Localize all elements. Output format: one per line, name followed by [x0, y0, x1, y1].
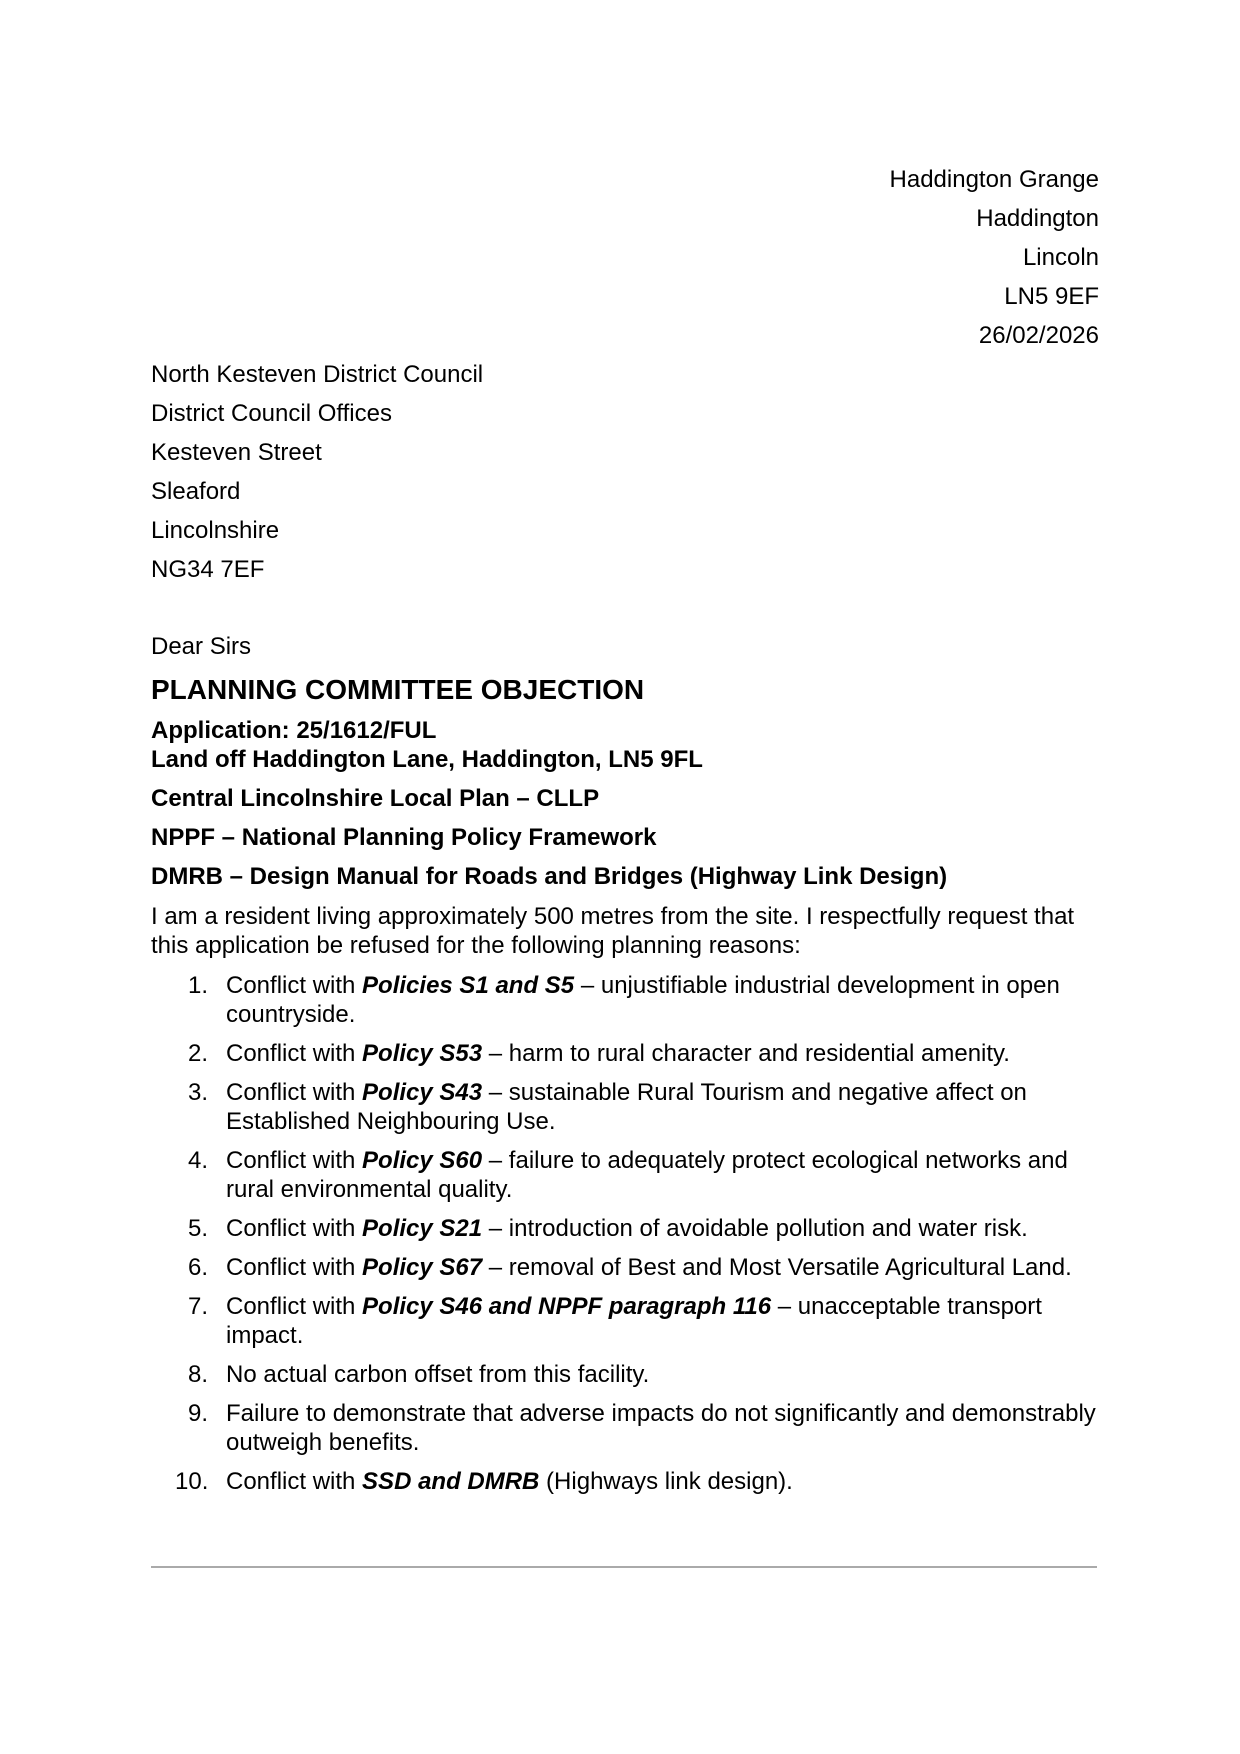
intro-paragraph: I am a resident living approximately 500 metres from the site. I respectfully request that this application be refused for the following planning reasons:	[151, 903, 1075, 959]
reference-block	[151, 716, 1111, 891]
list-item: 7. Conflict with Policy S46 and NPPF paragraph 116 – unacceptable transport impact.	[151, 1292, 1111, 1350]
recipient-address-line: NG34 7EF	[151, 556, 265, 583]
policy-reference: Policy S60	[362, 1147, 483, 1174]
nppf-reference: NPPF – National Planning Policy Framework	[151, 824, 657, 851]
policy-reference: Policies S1 and S5	[362, 972, 575, 999]
list-item-number: 3.	[188, 1079, 209, 1106]
list-item: 5. Conflict with Policy S21 – introduction of avoidable pollution and water risk.	[151, 1214, 1111, 1243]
list-item-number: 2.	[188, 1040, 209, 1067]
sender-address-line: Lincoln	[1022, 244, 1099, 271]
reasons-list	[151, 971, 1111, 1506]
list-item: 10. Conflict with SSD and DMRB (Highways link design).	[151, 1467, 1111, 1496]
recipient-address	[151, 355, 483, 589]
list-item-number: 1.	[188, 972, 209, 999]
recipient-address-line: North Kesteven District Council	[151, 361, 484, 388]
list-item: 4. Conflict with Policy S60 – failure to adequately protect ecological networks and rural environmental quality.	[151, 1146, 1111, 1204]
cllp-reference: Central Lincolnshire Local Plan – CLLP	[151, 785, 600, 812]
policy-reference: SSD and DMRB	[362, 1468, 540, 1495]
list-item: 1. Conflict with Policies S1 and S5 – unjustifiable industrial development in open countryside.	[151, 971, 1111, 1029]
list-item: 9. Failure to demonstrate that adverse impacts do not significantly and demonstrably outweigh benefits.	[151, 1399, 1111, 1457]
application-reference: Application: 25/1612/FUL	[151, 717, 437, 744]
recipient-address-line: Lincolnshire	[151, 517, 280, 544]
list-item: 2. Conflict with Policy S53 – harm to rural character and residential amenity.	[151, 1039, 1111, 1068]
list-item-number: 9.	[188, 1400, 209, 1427]
list-item-number: 6.	[188, 1254, 209, 1281]
policy-reference: Policy S46 and NPPF paragraph 116	[362, 1293, 772, 1320]
policy-reference: Policy S53	[362, 1040, 483, 1067]
list-item: 6. Conflict with Policy S67 – removal of Best and Most Versatile Agricultural Land.	[151, 1253, 1111, 1282]
list-item-number: 10.	[175, 1468, 209, 1495]
list-item-number: 8.	[188, 1361, 209, 1388]
sender-address-line: Haddington	[976, 205, 1099, 232]
letter-date: 26/02/2026	[978, 322, 1099, 349]
sender-address-line: Haddington Grange	[889, 166, 1099, 193]
list-item: 3. Conflict with Policy S43 – sustainable Rural Tourism and negative affect on Established Neighbouring Use.	[151, 1078, 1111, 1136]
policy-reference: Policy S43	[362, 1079, 483, 1106]
recipient-address-line: Sleaford	[151, 478, 241, 505]
recipient-address-line: District Council Offices	[151, 400, 392, 427]
site-address: Land off Haddington Lane, Haddington, LN5 9FL	[151, 746, 703, 773]
sender-address-line: LN5 9EF	[1004, 283, 1099, 310]
list-item: 8. No actual carbon offset from this facility.	[151, 1360, 1111, 1389]
salutation: Dear Sirs	[151, 633, 252, 660]
list-item-number: 7.	[188, 1293, 209, 1320]
letter-title: PLANNING COMMITTEE OBJECTION	[151, 674, 645, 705]
policy-reference: Policy S21	[362, 1215, 483, 1242]
sender-address	[890, 160, 1099, 355]
recipient-address-line: Kesteven Street	[151, 439, 322, 466]
policy-reference: Policy S67	[362, 1254, 483, 1281]
horizontal-divider	[151, 1566, 1097, 1568]
dmrb-reference: DMRB – Design Manual for Roads and Bridges (Highway Link Design)	[151, 863, 948, 890]
list-item-number: 5.	[188, 1215, 209, 1242]
list-item-number: 4.	[188, 1147, 209, 1174]
